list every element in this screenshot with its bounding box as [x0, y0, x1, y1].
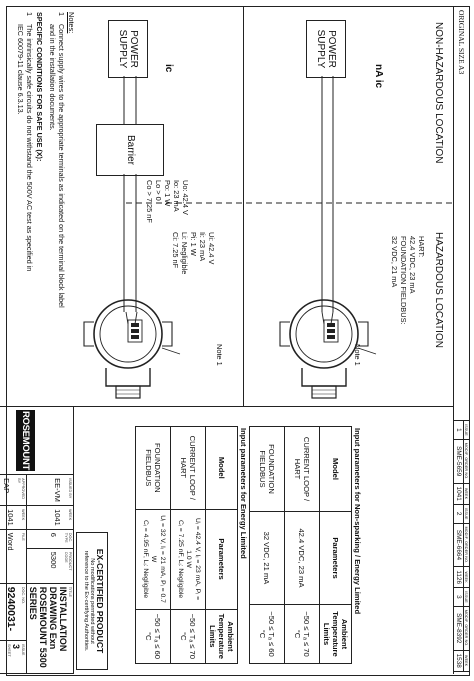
approved-week-cell — [0, 506, 27, 530]
note-1-text-b: and in the installation documents. — [48, 24, 57, 131]
device-param-2: Ii: 23 mA — [198, 232, 207, 262]
table-row — [250, 427, 285, 664]
non-hazardous-heading: NON-HAZARDOUS LOCATION — [433, 22, 444, 164]
note-1-number: 1 — [57, 12, 66, 16]
table-cell: 42.4 VDC, 23 mA — [285, 512, 320, 605]
table-cell: 32 VDC, 21 mA — [250, 512, 285, 605]
table-row — [136, 427, 171, 664]
issue-value: 3 — [11, 644, 21, 650]
barrier-output-1: Uo: 42.4 V — [181, 180, 190, 215]
table-cell: −50 ≤ Tₐ ≤ 60 °C — [250, 605, 285, 664]
doc-no-cell — [0, 583, 27, 640]
table-cell: −50 ≤ Tₐ ≤ 60 °C — [136, 609, 171, 663]
barrier-output-2: Io: 23 mA — [172, 180, 181, 212]
condition-1-text-b: IEC 60079-11 clause 6.3.13. — [16, 24, 25, 115]
rev-order: SME-5659 — [454, 439, 464, 483]
table-cell: −50 ≤ Tₐ ≤ 70 °C — [171, 609, 206, 663]
device-param-3: Pi: 1 W — [189, 232, 198, 256]
ic-barrier-label: Barrier — [124, 134, 136, 165]
na-power-supply-label: POWER SUPPLY — [315, 29, 338, 69]
ex-certified-box — [76, 532, 108, 670]
table-cell: CURRENT LOOP / HART — [285, 427, 320, 512]
table-row — [285, 427, 320, 664]
logo-cell — [0, 407, 74, 475]
table-header-model: Model — [206, 427, 238, 510]
sheet-value — [0, 644, 1, 654]
param-line: Cᵢ = 7.25 nF, Lᵢ: Negligible — [176, 519, 184, 599]
rev-head-issue-2: ISSUE — [464, 504, 470, 523]
barrier-output-4: Lo > 0 — [154, 180, 163, 201]
table-nonsparking — [249, 426, 352, 664]
na-rating-3: FOUNDATION FIELDBUS: — [399, 236, 408, 325]
table-header-model: Model — [320, 427, 352, 512]
barrier-output-5: Co > 7.25 nF — [145, 180, 154, 223]
rev-order: SME-6664 — [454, 523, 464, 567]
issued-by-value: EE-VM — [53, 478, 62, 502]
na-ic-label: nA ic — [373, 64, 384, 89]
approved-week-label: WEEK — [21, 509, 25, 521]
rev-order: SME-8392 — [454, 606, 464, 650]
ic-label: ic — [163, 64, 174, 73]
table-header-ambient: Ambient Temperature Limits — [320, 605, 352, 664]
rev-issue: 3 — [454, 588, 464, 607]
table-header-ambient: Ambient Temperature Limits — [206, 609, 238, 663]
rev-week: 1126 — [454, 567, 464, 588]
na-rating-4: 32 VDC, 21 mA — [390, 236, 399, 288]
rev-head-issue: ISSUE — [464, 421, 470, 440]
file-label: FILE — [21, 532, 25, 541]
title-block — [0, 406, 74, 674]
table-cell-params — [171, 509, 206, 609]
rev-head-order: MODIF. ORDER NO. — [464, 439, 470, 483]
ex-certified-title: EX-CERTIFIED PRODUCT — [95, 548, 105, 654]
title-line-2: ROSEMOUNT 5300 SERIES — [28, 586, 48, 668]
doc-no-label: DOC. NO. — [21, 586, 25, 605]
rev-week: 1538 — [454, 650, 464, 671]
ic-power-supply-label: POWER SUPPLY — [117, 29, 140, 69]
original-size-label: ORIGINAL SIZE A3 — [457, 10, 466, 75]
table-header-parameters: Parameters — [206, 509, 238, 609]
device-param-5: Ci: 7.25 nF — [171, 232, 180, 269]
approved-by-cell — [0, 475, 27, 506]
ic-note-callout: Note 1 — [215, 344, 224, 366]
table-cell: −50 ≤ Tₐ ≤ 70 °C — [285, 605, 320, 664]
issued-week-value: 1041 — [53, 509, 62, 526]
product-code-label: PRODUCT CODE — [64, 551, 72, 571]
table-cell: CURRENT LOOP / HART — [171, 427, 206, 510]
ic-transmitter-icon — [70, 290, 186, 402]
issued-week-cell — [27, 506, 74, 530]
device-param-1: Ui: 42.4 V — [207, 232, 216, 265]
rev-issue: 1 — [454, 421, 464, 440]
na-rating-1: HART: — [417, 236, 426, 258]
safe-use-heading: SPECIFIC CONDITIONS FOR SAFE USE (X): — [35, 12, 44, 162]
table-nonsparking-title: Input parameters for Non-sparking / Energy Limited — [353, 428, 362, 615]
param-line: Uᵢ = 32 V, Iᵢ = 21 mA, Pᵢ = 0.7 W — [150, 515, 167, 603]
barrier-output-3: Po: 1 W — [163, 180, 172, 207]
table-cell-params — [136, 509, 171, 609]
rev-head-order-2: MODIF. ORDER NO. — [464, 523, 470, 567]
product-code-value: 5300 — [49, 551, 58, 569]
issued-by-label: ISSUED BY — [68, 478, 72, 499]
title-label: TITLE — [68, 586, 72, 598]
rev-issue: 2 — [454, 504, 464, 523]
table-energy — [135, 426, 238, 664]
rev-head-week: WEEK — [464, 483, 470, 504]
issued-by-cell — [27, 475, 74, 506]
param-line: Uᵢ = 42.4 V, Iᵢ = 23 mA, Pᵢ = 1.0 W — [185, 518, 202, 601]
table-cell: FOUNDATION FIELDBUS — [250, 427, 285, 512]
note-1-text-a: Connect supply wires to the appropriate terminals as indicated on the terminal block label — [57, 24, 66, 308]
table-header-parameters: Parameters — [320, 512, 352, 605]
param-line: Cᵢ = 4.95 nF, Lᵢ: Negligible — [141, 519, 149, 599]
doc-type-label: DOC. TYPE — [64, 532, 72, 543]
title-line-1: INSTALLATION DRAWING Exn — [48, 586, 68, 652]
approved-by-label: APPROVED BY — [17, 478, 25, 500]
rev-week: 1041 — [454, 483, 464, 504]
rev-head-week-3: WEEK — [464, 650, 470, 671]
ex-certified-line1: No modifications permitted without — [89, 558, 95, 644]
doc-type-value: 6 — [49, 532, 58, 537]
condition-1-text-a: The intrinsically safe circuits do not withstand the 500V AC test as specified in — [25, 24, 34, 272]
na-note-callout: Note 1 — [353, 344, 362, 366]
condition-1-number: 1 — [25, 12, 34, 16]
table-energy-title: Input parameters for Energy Limited — [239, 428, 248, 559]
issued-week-label: WEEK — [68, 509, 72, 521]
table-row — [171, 427, 206, 664]
table-cell: FOUNDATION FIELDBUS — [136, 427, 171, 510]
na-rating-2: 42.4 VDC, 23 mA — [408, 236, 417, 294]
right-panel-border — [8, 406, 454, 407]
hazardous-heading: HAZARDOUS LOCATION — [433, 232, 444, 348]
product-code-cell — [27, 548, 74, 583]
approved-week-value: 1041 — [6, 509, 15, 526]
notes-heading: Notes: — [67, 12, 76, 34]
issue-label: ISSUE — [21, 644, 25, 656]
title-cell — [27, 583, 74, 673]
file-cell — [0, 529, 27, 583]
rev-head-issue-3: ISSUE — [464, 588, 470, 607]
issue-sheet-cell — [0, 641, 27, 674]
ex-certified-line2: reference to the Ex-certifying Authorities. — [83, 550, 89, 652]
sheet-label: SHEET — [7, 644, 11, 657]
doc-type-cell — [27, 529, 74, 548]
rosemount-logo: ROSEMOUNT — [16, 410, 35, 471]
rev-head-order-3: MODIF. ORDER NO. — [464, 606, 470, 650]
approved-by-value: EAP — [2, 478, 11, 494]
device-param-4: Li: Negligible — [180, 232, 189, 275]
file-value: Word — [6, 532, 15, 551]
rev-head-week-2: WEEK — [464, 567, 470, 588]
doc-no-value: 9240031- — [5, 586, 17, 632]
